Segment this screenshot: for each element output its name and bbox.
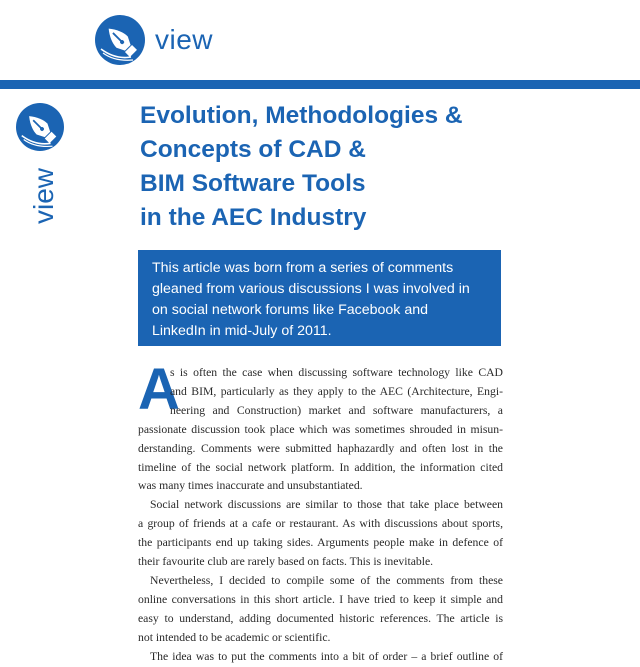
abstract-line: This article was born from a series of comments <box>152 260 454 276</box>
abstract-box <box>138 250 501 346</box>
section-label: view <box>155 24 214 55</box>
article-body <box>138 357 503 667</box>
body-line: The idea was to put the comments into a bit of order – a brief outline of <box>150 649 503 663</box>
abstract-line: on social network forums like Facebook and <box>152 302 429 318</box>
body-line: Social network discussions are similar to those that take place between <box>150 498 503 512</box>
body-line: a group of friends at a cafe or restaurant. As with discussions about sports, <box>138 517 503 531</box>
title-line: Evolution, Methodologies & <box>140 102 463 129</box>
side-section-label-text: view <box>28 167 59 225</box>
abstract-line: gleaned from various discussions I was involved in <box>152 281 470 297</box>
body-line: Nevertheless, I decided to compile some of the comments from these <box>150 573 503 587</box>
body-line: easy to understand, adding documented historic references. The article is <box>138 611 503 625</box>
pen-nib-side-logo-icon <box>16 103 64 151</box>
header-rule <box>0 80 640 89</box>
drop-cap: A <box>138 357 180 422</box>
body-line: not intended to be academic or scientific. <box>138 630 331 644</box>
body-line: the participants end up taking sides. Arguments people make in defence of <box>138 536 503 550</box>
body-line: passionate discussion took place which was sometimes shrouded in misun- <box>138 422 503 436</box>
body-line: was many times inaccurate and unsubstantiated. <box>138 479 363 493</box>
body-line: their favourite club are rarely based on facts. This is inevitable. <box>138 555 434 569</box>
body-line: s is often the case when discussing software technology like CAD <box>170 366 503 379</box>
body-line: derstanding. Comments were submitted haphazardly and often lost in the <box>138 441 503 455</box>
abstract-line: LinkedIn in mid-July of 2011. <box>152 323 332 339</box>
body-line: online conversations in this short article. I have tried to keep it simple and <box>138 592 503 606</box>
article-title <box>140 99 610 235</box>
pen-nib-logo-icon <box>95 15 145 65</box>
title-line: BIM Software Tools <box>140 170 366 197</box>
body-line: neering and Construction) market and software manufacturers, a <box>170 403 503 417</box>
title-line: Concepts of CAD & <box>140 136 366 163</box>
body-line: timeline of the social network platform. In addition, the information cited <box>138 460 503 474</box>
title-line: in the AEC Industry <box>140 204 367 231</box>
body-line: and BIM, particularly as they apply to the AEC (Architecture, Engi- <box>170 384 503 398</box>
side-section-label <box>24 166 64 226</box>
